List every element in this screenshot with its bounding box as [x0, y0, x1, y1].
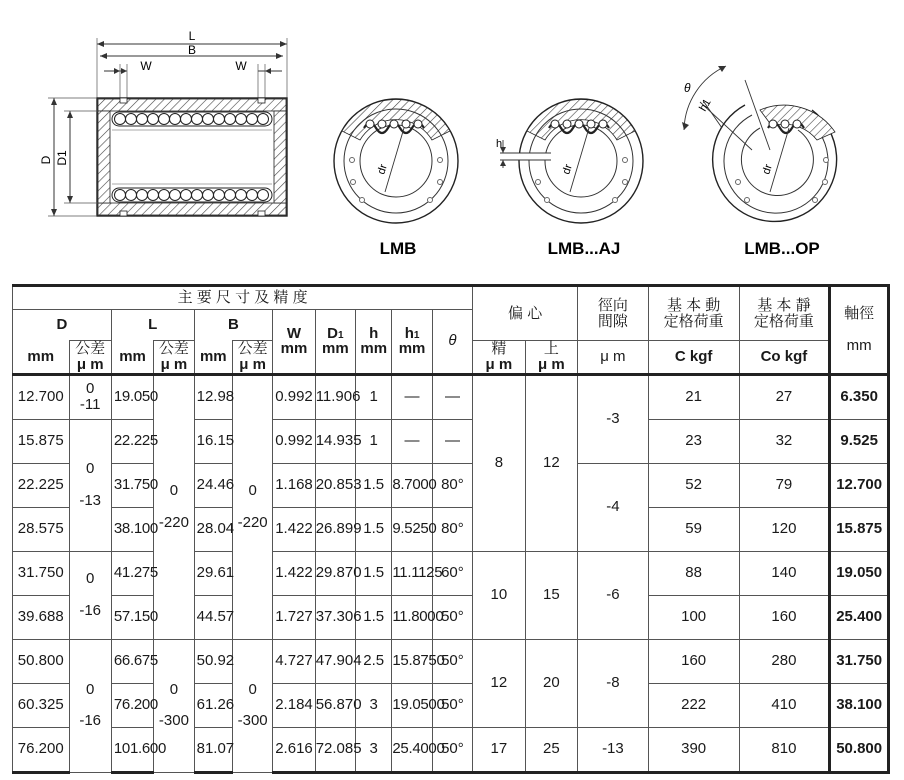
cell-radial-3: -6	[578, 551, 649, 639]
cell-B: 44.57	[194, 595, 232, 639]
cell-D-tol-3	[69, 551, 111, 639]
cell-shaft: 38.100	[830, 683, 889, 727]
cell-B: 81.07	[194, 727, 232, 772]
cell-L: 101.600	[111, 727, 153, 772]
cell-L: 31.750	[111, 463, 153, 507]
cell-Co: 280	[739, 639, 830, 683]
bearing-drawings	[0, 0, 904, 280]
cell-shaft: 6.350	[830, 374, 889, 419]
radial-unit: μ m	[578, 341, 649, 375]
col-D-header: D	[13, 310, 112, 341]
table-row	[13, 551, 889, 595]
cell-C: 100	[648, 595, 739, 639]
ecc-upper-label: 上	[543, 340, 559, 357]
cell-ecc-upper-2: 15	[525, 551, 577, 639]
cell-D: 22.225	[13, 463, 70, 507]
col-h-header	[356, 310, 392, 375]
cell-D: 39.688	[13, 595, 70, 639]
col-h1-label: h	[404, 324, 414, 342]
tolD-b: -11	[79, 396, 101, 413]
caption-aj: LMB...AJ	[547, 239, 621, 258]
lmb-end-view	[334, 99, 458, 223]
tolB-c: 0	[248, 680, 257, 698]
cell-shaft: 9.525	[830, 419, 889, 463]
cell-B-tol-2	[232, 639, 272, 772]
cell-D1: 20.853	[315, 463, 355, 507]
cell-h1: 11.8000	[392, 595, 432, 639]
dr-label-lmb: dr	[375, 162, 390, 176]
table-row	[13, 595, 889, 639]
tolD-a: 0	[86, 380, 95, 398]
cell-W: 1.168	[273, 463, 315, 507]
dim-D1-label: D1	[55, 150, 69, 166]
bearing-figures	[0, 0, 904, 280]
stat-header-line1: 基 本 靜	[757, 296, 811, 314]
cell-D1: 72.085	[315, 727, 355, 772]
cell-radial-1: -3	[578, 374, 649, 463]
cell-h: 1	[356, 419, 392, 463]
cell-L: 76.200	[111, 683, 153, 727]
cell-theta: 80°	[432, 507, 472, 551]
cell-L: 38.100	[111, 507, 153, 551]
cell-D: 76.200	[13, 727, 70, 772]
cell-W: 1.727	[273, 595, 315, 639]
ball-row-bottom	[112, 188, 272, 202]
table-row	[13, 374, 889, 419]
tolD-d: -13	[79, 491, 102, 509]
ball-row-top	[112, 112, 272, 126]
cell-h1: 19.0500	[392, 683, 432, 727]
dim-L-label: L	[188, 29, 196, 43]
dim-W-left-label: W	[140, 59, 152, 73]
col-h1-header	[392, 310, 432, 375]
cell-shaft: 25.400	[830, 595, 889, 639]
col-W-label: W	[286, 324, 302, 342]
cell-C: 59	[648, 507, 739, 551]
stat-header-line2: 定格荷重	[753, 312, 814, 330]
dyn-header	[648, 286, 739, 341]
table-row	[13, 419, 889, 463]
cell-Co: 140	[739, 551, 830, 595]
cell-D: 28.575	[13, 507, 70, 551]
cell-B: 61.26	[194, 683, 232, 727]
col-theta-header: θ	[432, 310, 472, 375]
cell-D1: 14.935	[315, 419, 355, 463]
cell-B: 28.04	[194, 507, 232, 551]
cell-radial-5: -13	[578, 727, 649, 772]
caption-lmb: LMB	[379, 239, 417, 258]
h1-label-op: h1	[697, 96, 714, 114]
col-D-tol-unit: μ m	[76, 355, 104, 373]
ecc-prec-unit: μ m	[485, 355, 513, 373]
col-D1-label: D	[327, 324, 338, 342]
cell-D1: 11.906	[315, 374, 355, 419]
dr-label-op: dr	[760, 162, 775, 176]
cell-L: 22.225	[111, 419, 153, 463]
cell-Co: 27	[739, 374, 830, 419]
tolL-b: -220	[158, 513, 189, 531]
spec-table	[12, 284, 890, 774]
cell-h: 1.5	[356, 463, 392, 507]
cell-D: 12.700	[13, 374, 70, 419]
col-D1-header	[315, 310, 355, 375]
shaft-header-unit: mm	[846, 336, 872, 354]
tolD-g: 0	[86, 680, 95, 698]
tolB-d: -300	[237, 712, 268, 730]
table-row	[13, 463, 889, 507]
cell-theta: 80°	[432, 463, 472, 507]
cell-ecc-prec-4: 17	[473, 727, 525, 772]
cell-C: 160	[648, 639, 739, 683]
cell-D1: 26.899	[315, 507, 355, 551]
tolD-h: -16	[79, 712, 102, 730]
stat-header	[739, 286, 830, 341]
table-row	[13, 639, 889, 683]
cell-Co: 810	[739, 727, 830, 772]
dim-W-right-label: W	[235, 59, 247, 73]
cell-Co: 410	[739, 683, 830, 727]
cell-shaft: 31.750	[830, 639, 889, 683]
main-dims-header: 主 要 尺 寸 及 精 度	[13, 286, 473, 310]
shaft-header-label: 軸徑	[844, 305, 875, 323]
cell-radial-4: -8	[578, 639, 649, 727]
cell-Co: 79	[739, 463, 830, 507]
cell-theta: 50°	[432, 639, 472, 683]
h-label-aj: h	[496, 138, 503, 150]
caption-op: LMB...OP	[744, 239, 820, 258]
side-view-drawing	[39, 29, 287, 216]
cell-h1: 25.4000	[392, 727, 432, 772]
tolD-f: -16	[79, 601, 102, 619]
cell-theta: —	[432, 419, 472, 463]
tolD-e: 0	[86, 570, 95, 588]
cell-theta: —	[432, 374, 472, 419]
cell-C: 88	[648, 551, 739, 595]
cell-shaft: 15.875	[830, 507, 889, 551]
table-row	[13, 507, 889, 551]
cell-B: 12.98	[194, 374, 232, 419]
cell-D1: 37.306	[315, 595, 355, 639]
radial-header-line1: 徑向	[597, 296, 628, 314]
cell-D-tol	[69, 374, 111, 419]
col-D-tol-label: 公差	[75, 340, 106, 357]
cell-h: 1.5	[356, 551, 392, 595]
dyn-header-line1: 基 本 動	[666, 296, 721, 314]
tolD-c: 0	[86, 460, 95, 478]
col-D1-unit: mm	[322, 340, 349, 358]
tolB-a: 0	[248, 482, 257, 500]
col-B-unit: mm	[194, 341, 232, 375]
col-D-unit: mm	[13, 341, 70, 375]
col-L-tol-unit: μ m	[160, 355, 188, 373]
cell-h1: 8.7000	[392, 463, 432, 507]
col-B-tol-header	[232, 341, 272, 375]
cell-D: 31.750	[13, 551, 70, 595]
col-W-header	[273, 310, 315, 375]
cell-h1: —	[392, 374, 432, 419]
theta-label-op: θ	[684, 81, 691, 95]
cell-D: 60.325	[13, 683, 70, 727]
cell-D: 15.875	[13, 419, 70, 463]
stat-unit: Co kgf	[739, 341, 830, 375]
cell-D-tol-2	[69, 419, 111, 551]
cell-h: 1.5	[356, 595, 392, 639]
cell-C: 23	[648, 419, 739, 463]
ecc-upper-header	[525, 341, 577, 375]
cell-ecc-upper-4: 25	[525, 727, 577, 772]
cell-ecc-upper-3: 20	[525, 639, 577, 727]
cell-L: 66.675	[111, 639, 153, 683]
cell-theta: 50°	[432, 727, 472, 772]
cell-C: 222	[648, 683, 739, 727]
col-h1-unit: mm	[398, 340, 426, 358]
col-B-tol-label: 公差	[237, 340, 268, 357]
radial-header-line2: 間隙	[597, 312, 628, 330]
cell-B: 50.92	[194, 639, 232, 683]
cell-theta: 60°	[432, 551, 472, 595]
dim-B-label: B	[187, 43, 197, 57]
col-B-header: B	[194, 310, 273, 341]
cell-Co: 120	[739, 507, 830, 551]
cell-h: 1	[356, 374, 392, 419]
ecc-upper-unit: μ m	[538, 355, 565, 373]
tolL-d: -300	[158, 712, 189, 730]
cell-shaft: 50.800	[830, 727, 889, 772]
cell-B: 16.15	[194, 419, 232, 463]
cell-radial-2: -4	[578, 463, 649, 551]
cell-L: 19.050	[111, 374, 153, 419]
cell-h: 3	[356, 727, 392, 772]
cell-h1: 9.5250	[392, 507, 432, 551]
cell-D1: 56.870	[315, 683, 355, 727]
cell-Co: 32	[739, 419, 830, 463]
col-D1-sub: 1	[338, 329, 344, 341]
cell-L-tol-1	[154, 374, 194, 639]
cell-W: 1.422	[273, 551, 315, 595]
cell-B: 24.46	[194, 463, 232, 507]
cell-shaft: 19.050	[830, 551, 889, 595]
col-B-tol-unit: μ m	[239, 355, 266, 373]
cell-Co: 160	[739, 595, 830, 639]
cell-D1: 29.870	[315, 551, 355, 595]
cell-shaft: 12.700	[830, 463, 889, 507]
cell-h: 1.5	[356, 507, 392, 551]
radial-header	[578, 286, 649, 341]
cell-ecc-prec-2: 10	[473, 551, 525, 639]
cell-theta: 50°	[432, 683, 472, 727]
cell-W: 4.727	[273, 639, 315, 683]
cell-W: 1.422	[273, 507, 315, 551]
cell-W: 2.184	[273, 683, 315, 727]
cell-ecc-prec-1: 8	[473, 374, 525, 551]
lmb-aj-end-view	[496, 99, 643, 223]
cell-W: 0.992	[273, 419, 315, 463]
cell-D: 50.800	[13, 639, 70, 683]
col-L-tol-header	[154, 341, 194, 375]
cell-D-tol-4	[69, 639, 111, 772]
tolL-a: 0	[169, 482, 179, 500]
cell-h1: —	[392, 419, 432, 463]
cell-W: 0.992	[273, 374, 315, 419]
cell-L: 41.275	[111, 551, 153, 595]
cell-C: 52	[648, 463, 739, 507]
shaft-header	[830, 286, 889, 375]
cell-L: 57.150	[111, 595, 153, 639]
dim-D-label: D	[39, 155, 53, 165]
tolL-c: 0	[169, 680, 179, 698]
ecc-prec-label: 精	[491, 340, 507, 357]
col-h-unit: mm	[360, 340, 388, 358]
tolB-b: -220	[237, 513, 268, 531]
col-L-unit: mm	[111, 341, 153, 375]
ecc-prec-header	[473, 341, 525, 375]
col-L-tol-label: 公差	[158, 340, 189, 357]
cell-B-tol-1	[232, 374, 272, 639]
table-row	[13, 727, 889, 772]
dr-label-aj: dr	[560, 162, 575, 176]
dyn-unit: C kgf	[648, 341, 739, 375]
cell-B: 29.61	[194, 551, 232, 595]
cell-h: 3	[356, 683, 392, 727]
col-h-label: h	[369, 324, 379, 342]
cell-ecc-upper-1: 12	[525, 374, 577, 551]
cell-h1: 11.1125	[392, 551, 432, 595]
cell-W: 2.616	[273, 727, 315, 772]
cell-ecc-prec-3: 12	[473, 639, 525, 727]
cell-C: 21	[648, 374, 739, 419]
cell-C: 390	[648, 727, 739, 772]
table-row	[13, 683, 889, 727]
cell-h: 2.5	[356, 639, 392, 683]
col-W-unit: mm	[280, 340, 308, 358]
col-D-tol-header	[69, 341, 111, 375]
lmb-op-end-view	[682, 66, 837, 221]
cell-h1: 15.8750	[392, 639, 432, 683]
col-L-header: L	[111, 310, 194, 341]
cell-theta: 50°	[432, 595, 472, 639]
cell-D1: 47.904	[315, 639, 355, 683]
dyn-header-line2: 定格荷重	[663, 312, 724, 330]
ecc-header: 偏 心	[473, 286, 578, 341]
col-h1-sub: 1	[413, 329, 420, 341]
